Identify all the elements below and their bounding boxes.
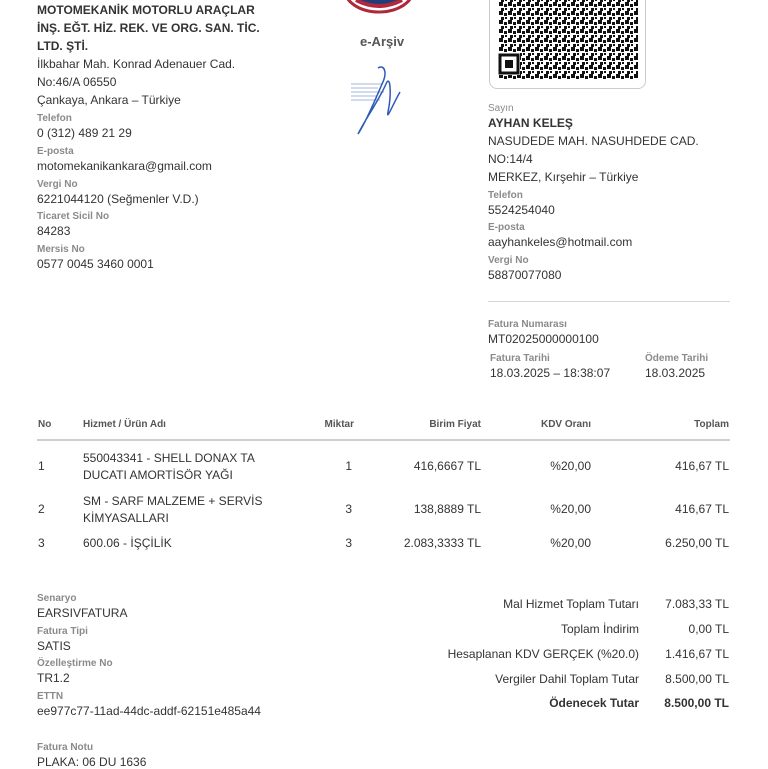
seller-phone-label: Telefon (37, 113, 72, 124)
buyer-title: Sayın (488, 103, 514, 114)
row3-total: 6.250,00 TL (665, 536, 729, 550)
invoice-type-value: SATIS (37, 639, 71, 653)
buyer-divider (488, 301, 730, 302)
seller-trade-label: Ticaret Sicil No (37, 211, 110, 222)
row1-price: 416,6667 TL (413, 459, 481, 473)
payable-value: 8.500,00 TL (664, 696, 729, 710)
seller-name: MOTOMEKANİK MOTORLU ARAÇLAR İNŞ. EĞT. HİZ. REK. VE ORG. SAN. TİC. LTD. ŞTİ. (37, 3, 260, 53)
row2-price: 138,8889 TL (413, 502, 481, 516)
row1-no: 1 (38, 459, 45, 473)
invoice-number-label: Fatura Numarası (488, 319, 567, 330)
seller-phone: 0 (312) 489 21 29 (37, 126, 132, 140)
invoice-number: MT02025000000100 (488, 332, 599, 346)
row1-total: 416,67 TL (675, 459, 729, 473)
row3-qty: 3 (345, 536, 352, 550)
row1-kdv: %20,00 (550, 459, 591, 473)
seller-tax: 6221044120 (Seğmenler V.D.) (37, 192, 199, 206)
signature-image (348, 62, 410, 138)
ettn-value: ee977c77-11ad-44dc-addf-62151e485a44 (37, 704, 261, 718)
scenario-label: Senaryo (37, 593, 77, 604)
total-kdv-value: 1.416,67 TL (665, 647, 729, 661)
qr-code-frame (489, 0, 646, 89)
col-header-total: Toplam (694, 419, 729, 430)
invoice-note-value: PLAKA: 06 DU 1636 (37, 755, 147, 769)
buyer-email: aayhankeles@hotmail.com (488, 235, 633, 249)
seller-address-line1: İlkbahar Mah. Konrad Adenauer Cad. (37, 57, 236, 71)
ettn-label: ETTN (37, 691, 64, 702)
total-with-tax-value: 8.500,00 TL (665, 672, 729, 686)
total-with-tax-label: Vergiler Dahil Toplam Tutar (495, 672, 639, 686)
scenario-value: EARSIVFATURA (37, 606, 128, 620)
row1-qty: 1 (345, 459, 352, 473)
row2-no: 2 (38, 502, 45, 516)
doc-type-label: e-Arşiv (360, 34, 405, 49)
row3-price: 2.083,3333 TL (403, 536, 481, 550)
buyer-email-label: E-posta (488, 222, 525, 233)
col-header-price: Birim Fiyat (429, 419, 481, 430)
qr-code-icon (490, 0, 645, 88)
invoice-date: 18.03.2025 – 18:38:07 (490, 366, 611, 380)
seller-address-line3: Çankaya, Ankara – Türkiye (37, 93, 181, 107)
due-date-label: Ödeme Tarihi (645, 353, 709, 364)
invoice-type-label: Fatura Tipi (37, 626, 88, 637)
table-header-divider (37, 439, 730, 441)
gib-logo (342, 0, 416, 16)
buyer-address-line3: MERKEZ, Kırşehir – Türkiye (488, 170, 639, 184)
col-header-name: Hizmet / Ürün Adı (83, 419, 166, 430)
total-discount-value: 0,00 TL (688, 622, 729, 636)
customization-value: TR1.2 (37, 671, 70, 685)
seller-email-label: E-posta (37, 146, 74, 157)
buyer-phone: 5524254040 (488, 203, 555, 217)
due-date: 18.03.2025 (645, 366, 706, 380)
row3-kdv: %20,00 (550, 536, 591, 550)
seller-email: motomekanikankara@gmail.com (37, 159, 212, 173)
buyer-tax: 58870077080 (488, 268, 562, 282)
row1-name-line2: DUCATI AMORTİSÖR YAĞI (83, 468, 233, 482)
total-goods-value: 7.083,33 TL (665, 597, 729, 611)
seller-mersis: 0577 0045 3460 0001 (37, 257, 154, 271)
seller-tax-label: Vergi No (37, 179, 78, 190)
row2-total: 416,67 TL (675, 502, 729, 516)
invoice-note-label: Fatura Notu (37, 742, 94, 753)
total-discount-label: Toplam İndirim (560, 622, 639, 636)
buyer-address-line2: NO:14/4 (488, 152, 533, 166)
row2-qty: 3 (345, 502, 352, 516)
buyer-phone-label: Telefon (488, 190, 523, 201)
payable-label: Ödenecek Tutar (549, 696, 639, 710)
customization-label: Özelleştirme No (37, 658, 113, 669)
total-kdv-label: Hesaplanan KDV GERÇEK (%20.0) (447, 647, 639, 661)
buyer-address-line1: NASUDEDE MAH. NASUHDEDE CAD. (488, 134, 699, 148)
row3-name-line1: 600.06 - İŞÇİLİK (83, 536, 172, 550)
col-header-no: No (38, 419, 52, 430)
col-header-qty: Miktar (324, 419, 354, 430)
row1-name-line1: 550043341 - SHELL DONAX TA (83, 451, 255, 465)
seller-address-line2: No:46/A 06550 (37, 75, 117, 89)
buyer-name: AYHAN KELEŞ (488, 116, 573, 130)
buyer-tax-label: Vergi No (488, 255, 529, 266)
row3-no: 3 (38, 536, 45, 550)
row2-name-line2: KİMYASALLARI (83, 511, 169, 525)
col-header-kdv: KDV Oranı (540, 419, 591, 430)
total-goods-label: Mal Hizmet Toplam Tutarı (503, 597, 639, 611)
row2-kdv: %20,00 (550, 502, 591, 516)
row2-name-line1: SM - SARF MALZEME + SERVİS (83, 494, 263, 508)
invoice-date-label: Fatura Tarihi (490, 353, 550, 364)
seller-trade: 84283 (37, 224, 71, 238)
seller-mersis-label: Mersis No (37, 244, 85, 255)
